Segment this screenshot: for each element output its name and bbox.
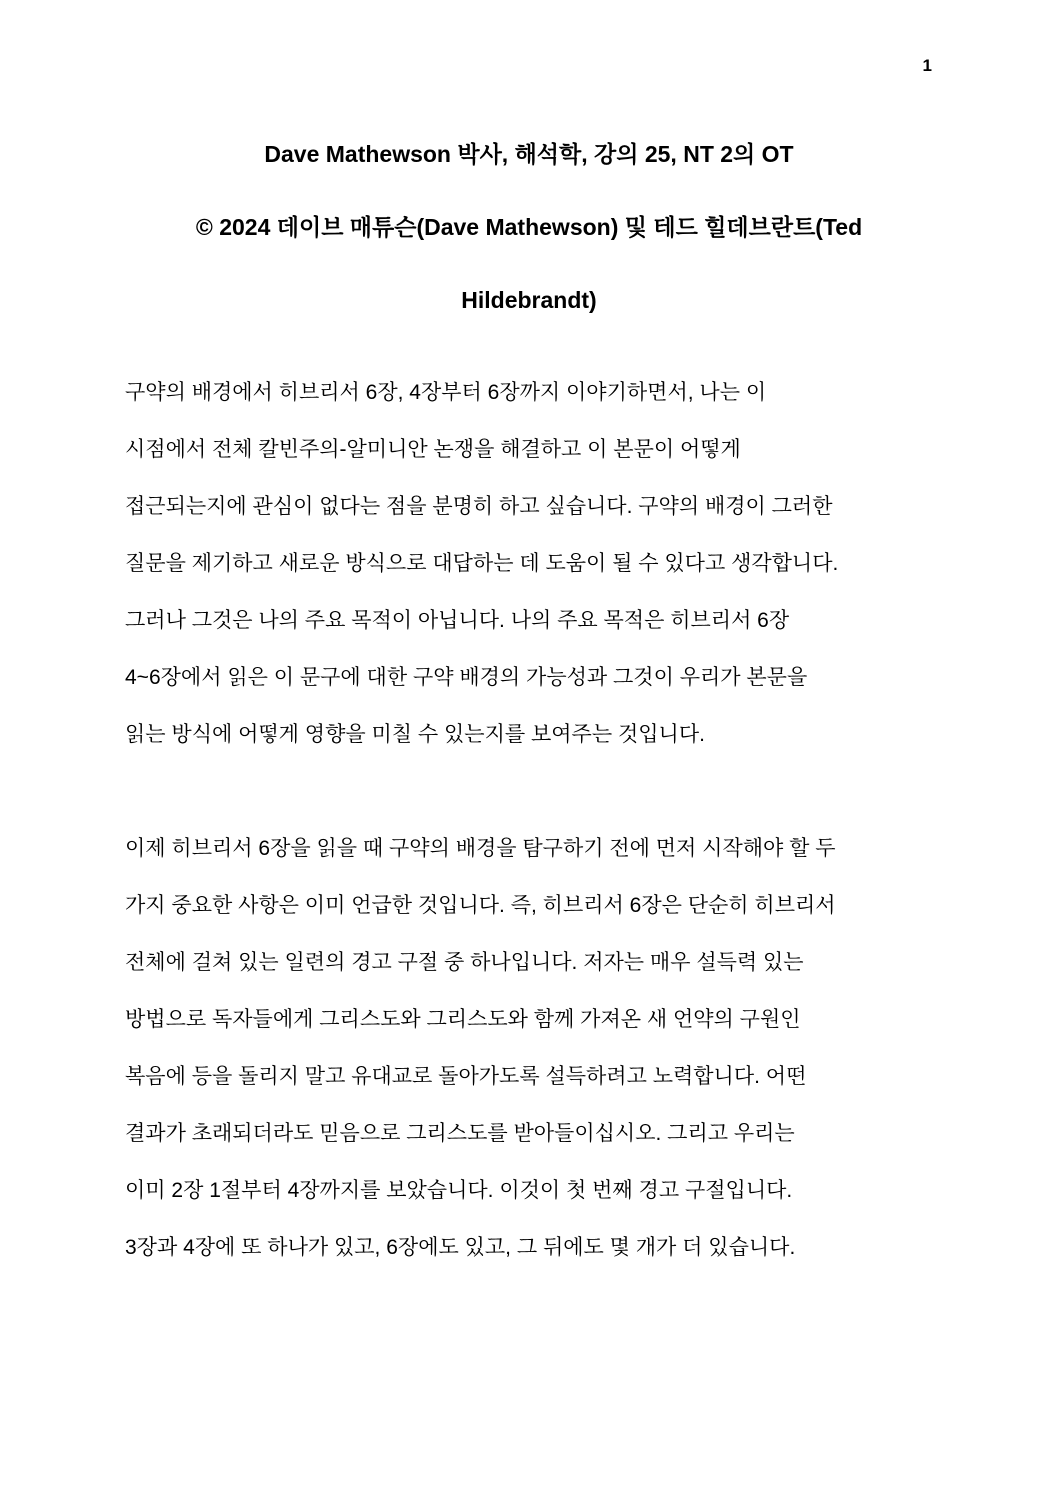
text-line: 시점에서 전체 칼빈주의-알미니안 논쟁을 해결하고 이 본문이 어떻게: [125, 438, 741, 461]
document-title: Dave Mathewson 박사, 해석학, 강의 25, NT 2의 OT: [264, 141, 794, 167]
text-line: 읽는 방식에 어떻게 영향을 미칠 수 있는지를 보여주는 것입니다.: [125, 723, 705, 746]
text-line: © 2024 데이브 매튜슨(Dave Mathewson) 및 테드 힐데브란트(Ted: [195, 214, 863, 240]
text-line: 이제 히브리서 6장을 읽을 때 구약의 배경을 탐구하기 전에 먼저 시작해야 할 두: [125, 837, 836, 860]
text-line: 가지 중요한 사항은 이미 언급한 것입니다. 즉, 히브리서 6장은 단순히 히브리서: [125, 894, 836, 917]
text-line: Hildebrandt): [461, 287, 597, 313]
text-line: 질문을 제기하고 새로운 방식으로 대답하는 데 도움이 될 수 있다고 생각합니다.: [125, 552, 839, 575]
text-line: 3장과 4장에 또 하나가 있고, 6장에도 있고, 그 뒤에도 몇 개가 더 있습니다.: [125, 1236, 796, 1259]
document-body: [125, 364, 936, 1276]
text-line: 전체에 걸쳐 있는 일련의 경고 구절 중 하나입니다. 저자는 매우 설득력 있는: [125, 951, 804, 974]
text-line: 이미 2장 1절부터 4장까지를 보았습니다. 이것이 첫 번째 경고 구절입니다.: [125, 1179, 793, 1202]
copyright-lines: [0, 191, 1058, 337]
text-line: 접근되는지에 관심이 없다는 점을 분명히 하고 싶습니다. 구약의 배경이 그러한: [125, 495, 833, 518]
text-line: 4~6장에서 읽은 이 문구에 대한 구약 배경의 가능성과 그것이 우리가 본문을: [125, 666, 808, 689]
text-line: 구약의 배경에서 히브리서 6장, 4장부터 6장까지 이야기하면서, 나는 이: [125, 381, 767, 404]
text-line: 복음에 등을 돌리지 말고 유대교로 돌아가도록 설득하려고 노력합니다. 어떤: [125, 1065, 807, 1088]
text-line: 결과가 초래되더라도 믿음으로 그리스도를 받아들이십시오. 그리고 우리는: [125, 1122, 795, 1145]
text-line: 그러나 그것은 나의 주요 목적이 아닙니다. 나의 주요 목적은 히브리서 6장: [125, 609, 790, 632]
paragraph: [125, 820, 936, 1276]
text-line: 방법으로 독자들에게 그리스도와 그리스도와 함께 가져온 새 언약의 구원인: [125, 1008, 801, 1031]
paragraph: [125, 364, 936, 763]
page-number: 1: [922, 56, 932, 75]
title-block: [0, 118, 1058, 337]
